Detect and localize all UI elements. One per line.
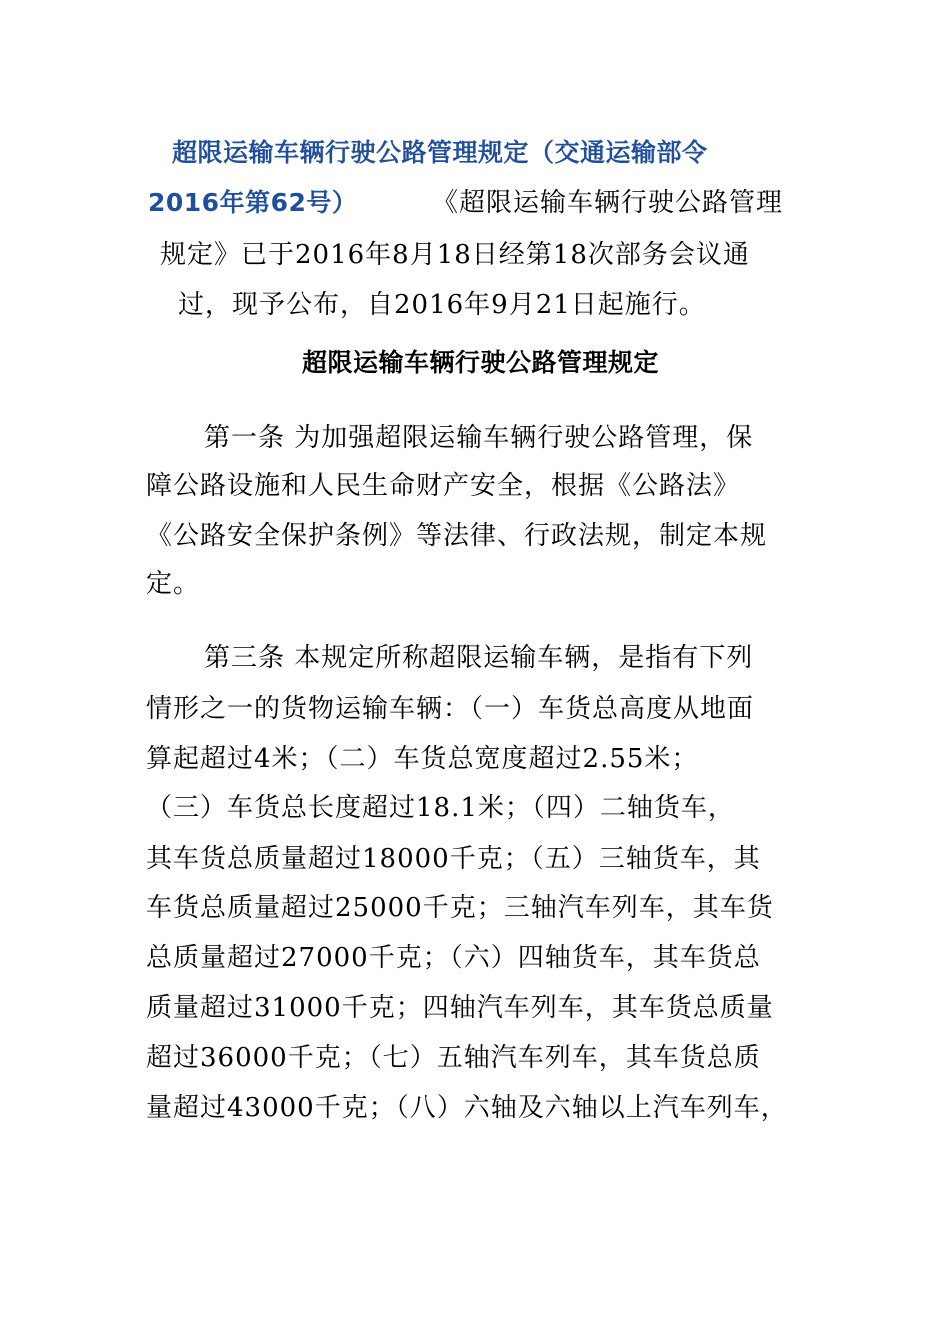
document-title-line-2: 2016年第62号）: [148, 188, 358, 217]
article-3-line-8: 质量超过31000千克；四轴汽车列车，其车货总质量: [146, 993, 774, 1023]
article-3-line-3: 算起超过4米；（二）车货总宽度超过2.55米；: [146, 744, 699, 774]
intro-line-2: 规定》已于2016年8月18日经第18次部务会议通: [160, 240, 750, 270]
section-heading: 超限运输车辆行驶公路管理规定: [302, 348, 660, 377]
article-3-line-6: 车货总质量超过25000千克；三轴汽车列车，其车货: [146, 893, 774, 923]
intro-line-1: 《超限运输车辆行驶公路管理: [432, 188, 784, 218]
article-3-line-4: （三）车货总长度超过18.1米；（四）二轴货车，: [146, 793, 735, 823]
article-1-line-3: 《公路安全保护条例》等法律、行政法规，制定本规: [146, 521, 768, 551]
article-3-line-10: 量超过43000千克；（八）六轴及六轴以上汽车列车，: [146, 1093, 788, 1123]
article-1-line-2: 障公路设施和人民生命财产安全，根据《公路法》: [146, 471, 741, 501]
article-1-line-1: 第一条 为加强超限运输车辆行驶公路管理，保: [204, 423, 754, 453]
article-3-line-7: 总质量超过27000千克；（六）四轴货车，其车货总: [146, 943, 761, 973]
article-3-line-5: 其车货总质量超过18000千克；（五）三轴货车，其: [146, 844, 761, 874]
intro-line-3: 过，现予公布，自2016年9月21日起施行。: [178, 290, 706, 320]
article-3-line-9: 超过36000千克；（七）五轴汽车列车，其车货总质: [146, 1043, 761, 1073]
document-title-line-1: 超限运输车辆行驶公路管理规定（交通运输部令: [172, 138, 708, 167]
article-1-line-4: 定。: [146, 569, 201, 599]
article-3-line-1: 第三条 本规定所称超限运输车辆，是指有下列: [204, 643, 754, 673]
article-3-line-2: 情形之一的货物运输车辆：（一）车货总高度从地面: [146, 694, 755, 724]
